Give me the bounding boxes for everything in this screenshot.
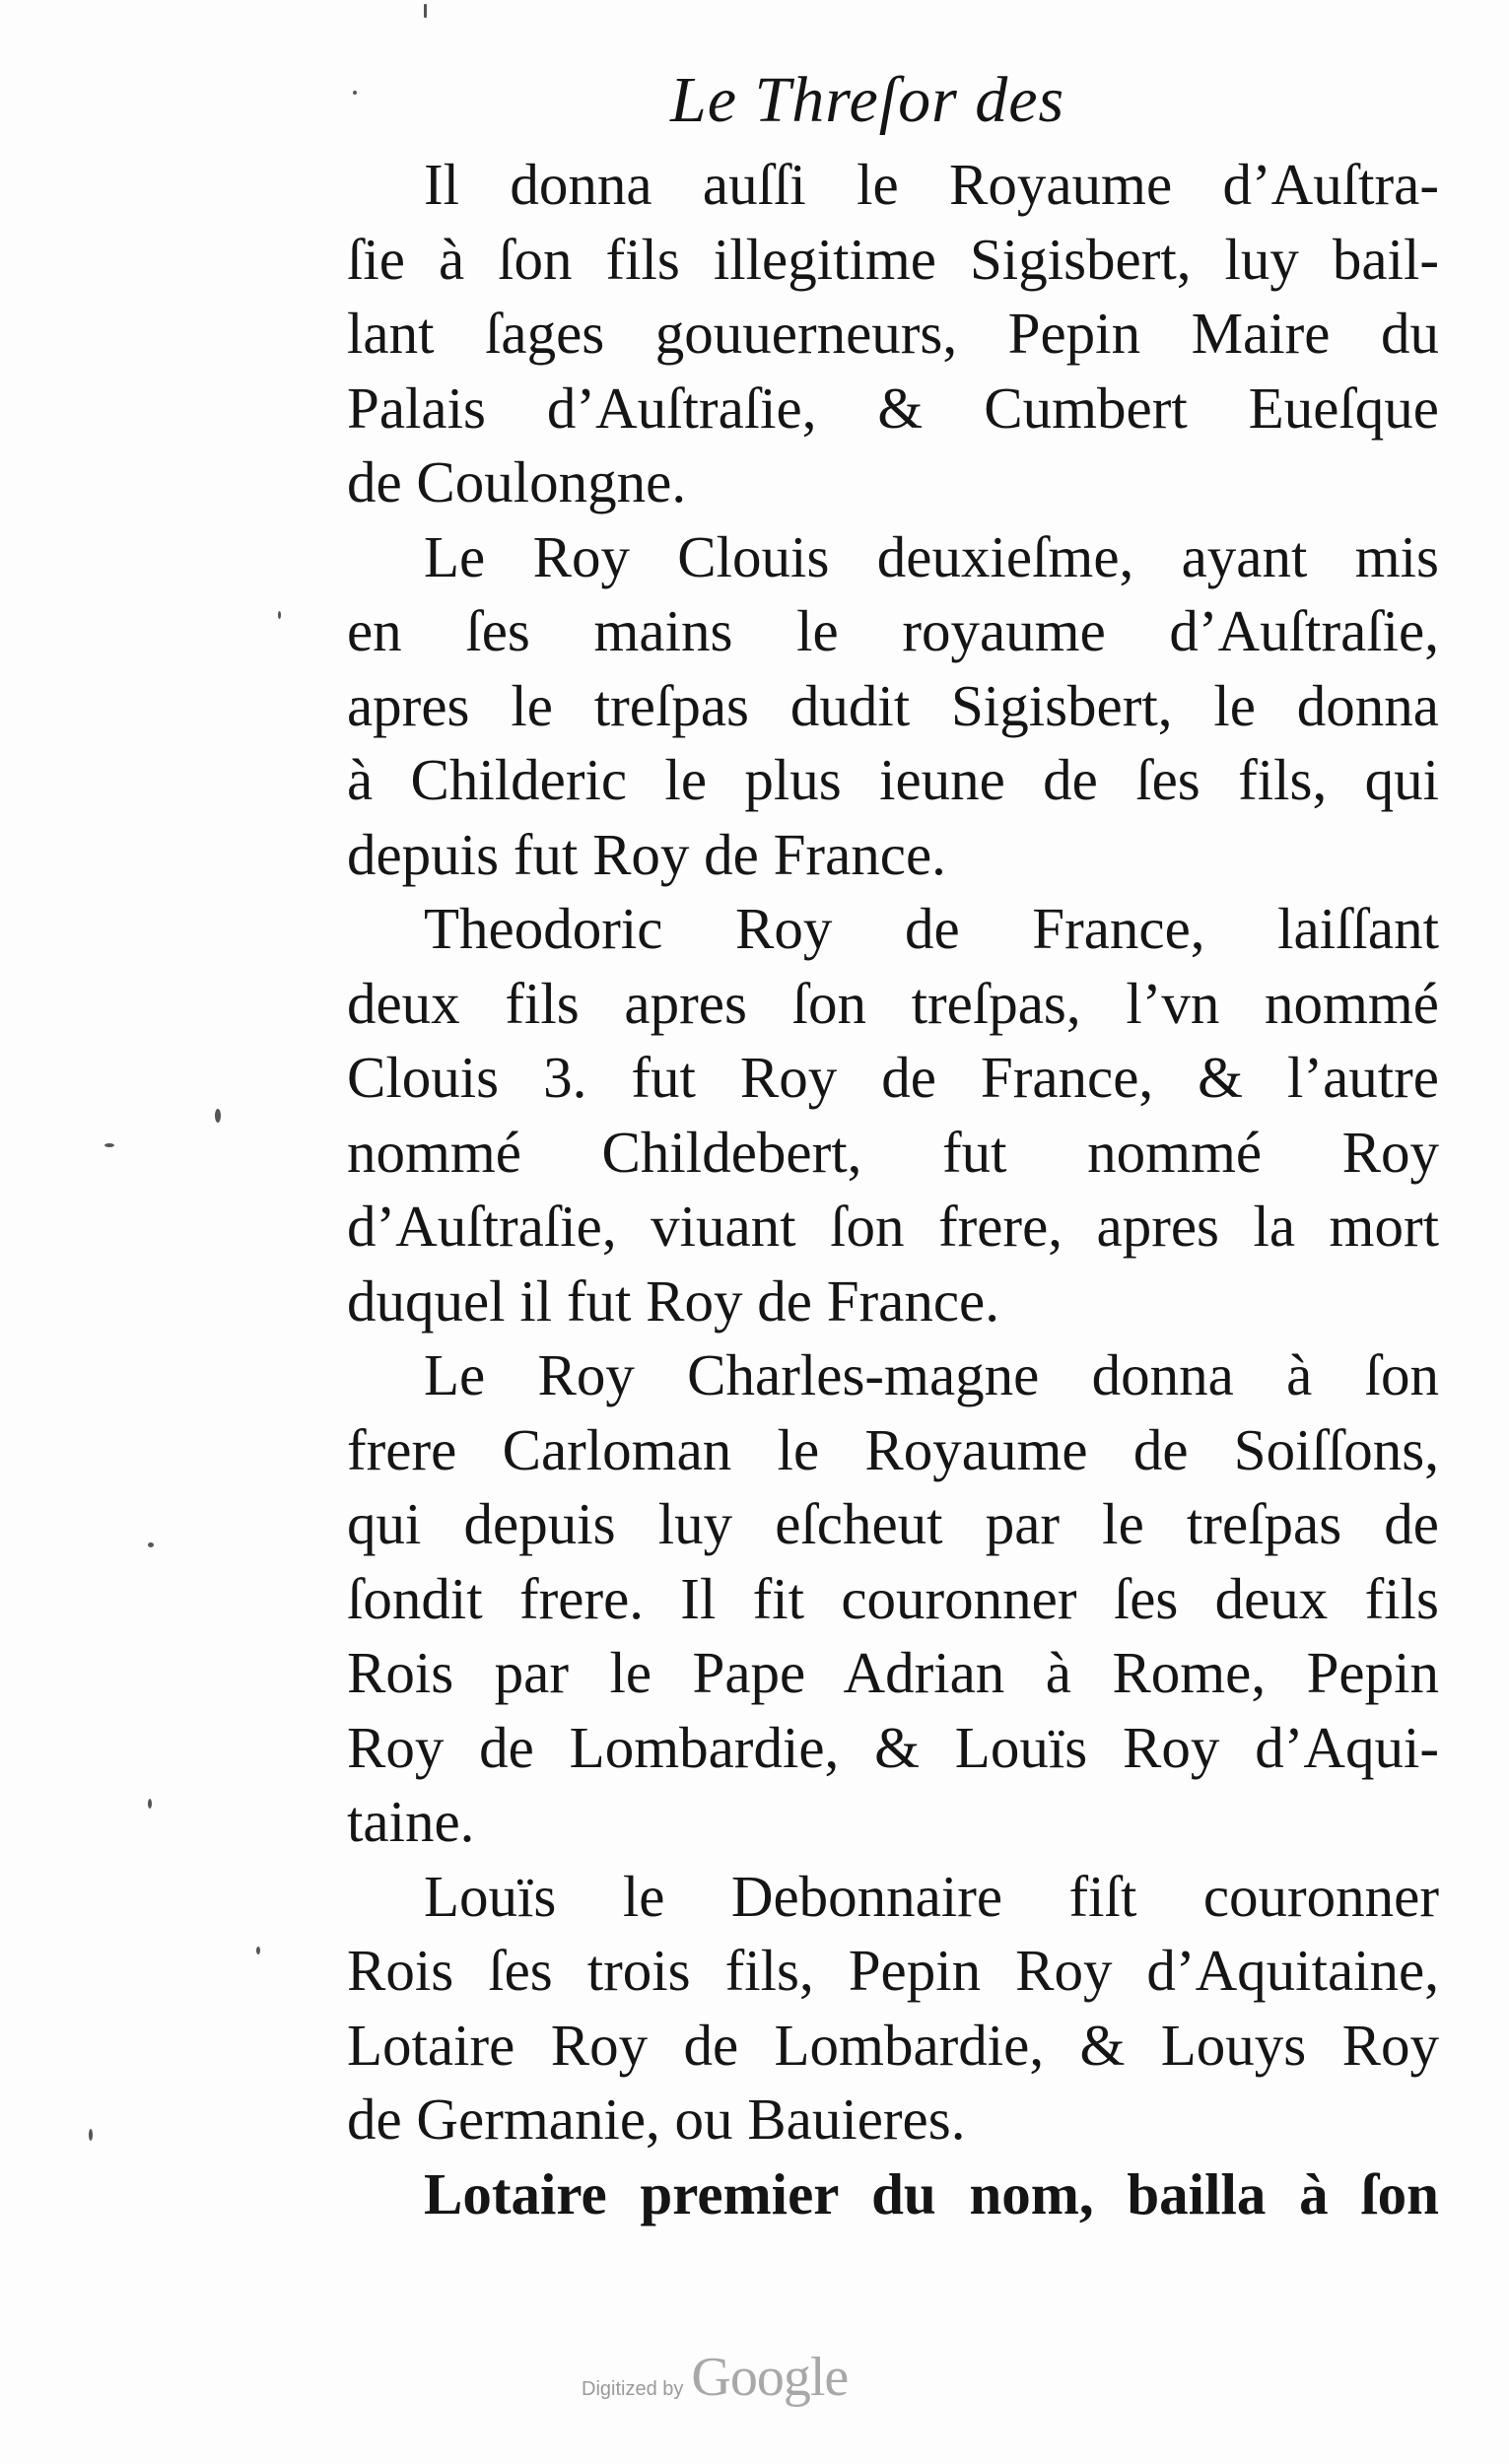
text-line: Theodoric Roy de France, laiſſant — [424, 896, 1439, 961]
text-line: deux fils apres ſon treſpas, l’vn nommé — [347, 970, 1439, 1036]
scan-speck — [104, 1143, 114, 1147]
text-line: de Coulongne. — [347, 449, 687, 514]
text-line: depuis fut Roy de France. — [347, 821, 946, 887]
text-line: Roy de Lombardie, & Louïs Roy d’Aqui- — [347, 1714, 1439, 1780]
text-line: ſie à ſon fils illegitime Sigisbert, luy bail- — [347, 226, 1439, 292]
scan-speck — [424, 4, 427, 18]
scan-speck — [256, 1947, 260, 1954]
scan-speck — [353, 91, 357, 95]
text-line: nommé Childebert, fut nommé Roy — [347, 1119, 1439, 1185]
text-line: ſondit frere. Il fit couronner ſes deux fils — [347, 1565, 1439, 1631]
text-line: duquel il fut Roy de France. — [347, 1267, 999, 1334]
scan-speck — [89, 2129, 93, 2141]
google-logo: Google — [691, 2347, 849, 2408]
text-line: Le Roy Clouis deuxieſme, ayant mis — [424, 523, 1439, 589]
text-line: d’Auſtraſie, viuant ſon frere, apres la mort — [347, 1194, 1439, 1259]
text-line: lant ſages gouuerneurs, Pepin Maire du — [347, 301, 1439, 366]
text-line: Il donna auſſi le Royaume d’Auſtra- — [424, 152, 1439, 217]
text-line: Clouis 3. fut Roy de France, & l’autre — [347, 1045, 1439, 1110]
text-line: Rois par le Pape Adrian à Rome, Pepin — [347, 1640, 1439, 1705]
text-line: en ſes mains le royaume d’Auſtraſie, — [347, 598, 1439, 663]
text-line: à Childeric le plus ieune de ſes fils, qui — [347, 747, 1439, 812]
text-line: Palais d’Auſtraſie, & Cumbert Eueſque — [347, 375, 1439, 441]
digitization-watermark — [582, 2346, 848, 2409]
text-line: frere Carloman le Royaume de Soiſſons, — [347, 1416, 1439, 1482]
digitized-label: Digitized by — [582, 2378, 684, 2400]
text-line: Lotaire Roy de Lombardie, & Louys Roy — [347, 2012, 1439, 2078]
scan-speck — [148, 1799, 152, 1809]
scan-speck — [215, 1109, 221, 1123]
text-line: de Germanie, ou Bauieres. — [347, 2087, 966, 2152]
text-line: taine. — [347, 1789, 475, 1854]
text-line: apres le treſpas dudit Sigisbert, le donna — [347, 672, 1439, 738]
text-line: qui depuis luy eſcheut par le treſpas de — [347, 1491, 1439, 1556]
text-line: Louïs le Debonnaire fiſt couronner — [424, 1863, 1439, 1929]
text-line: Le Roy Charles-magne donna à ſon — [424, 1342, 1439, 1407]
text-line: Rois ſes trois fils, Pepin Roy d’Aquitaine, — [347, 1938, 1439, 2003]
scan-speck — [148, 1542, 154, 1547]
body-text — [347, 148, 1439, 2231]
scan-speck — [278, 611, 281, 619]
running-head: Le Threſor des — [670, 64, 1065, 136]
text-line: Lotaire premier du nom, bailla à ſon — [424, 2160, 1439, 2226]
